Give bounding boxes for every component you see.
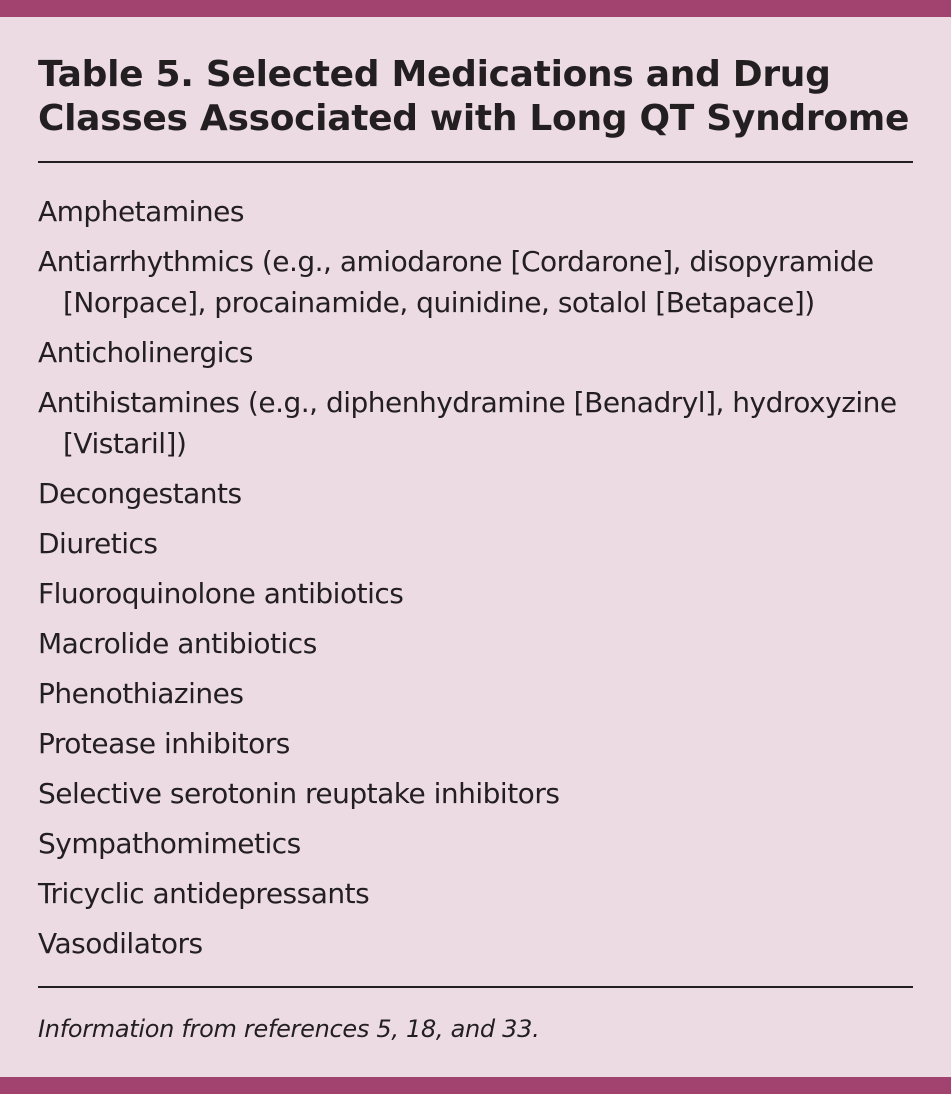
list-item: Decongestants (38, 477, 242, 510)
list-item: Vasodilators (38, 927, 203, 960)
list-item: Macrolide antibiotics (38, 627, 317, 660)
list-item: Anticholinergics (38, 336, 254, 369)
list-item: Amphetamines (38, 195, 244, 228)
table-title-line-2: Classes Associated with Long QT Syndrome (38, 98, 910, 139)
list-item: Antihistamines (e.g., diphenhydramine [Benadryl], hydroxyzine [Vistaril]) (38, 386, 897, 460)
list-item: Fluoroquinolone antibiotics (38, 577, 404, 610)
footnote-divider (38, 986, 913, 988)
list-item: Sympathomimetics (38, 827, 301, 860)
title-divider (38, 161, 913, 163)
medication-list (38, 191, 923, 973)
top-accent-bar (0, 0, 951, 17)
list-item: Antiarrhythmics (e.g., amiodarone [Cordarone], disopyramide [Norpace], procainamide, quinidine, sotalol [Betapace]) (38, 245, 874, 319)
list-item: Tricyclic antidepressants (38, 877, 370, 910)
list-item: Selective serotonin reuptake inhibitors (38, 777, 560, 810)
table-title (38, 53, 918, 141)
list-item: Phenothiazines (38, 677, 244, 710)
list-item: Diuretics (38, 527, 158, 560)
list-item: Protease inhibitors (38, 727, 290, 760)
table-title-line-1: Table 5. Selected Medications and Drug (38, 54, 831, 95)
bottom-accent-bar (0, 1077, 951, 1094)
footnote: Information from references 5, 18, and 33. (38, 1015, 540, 1043)
